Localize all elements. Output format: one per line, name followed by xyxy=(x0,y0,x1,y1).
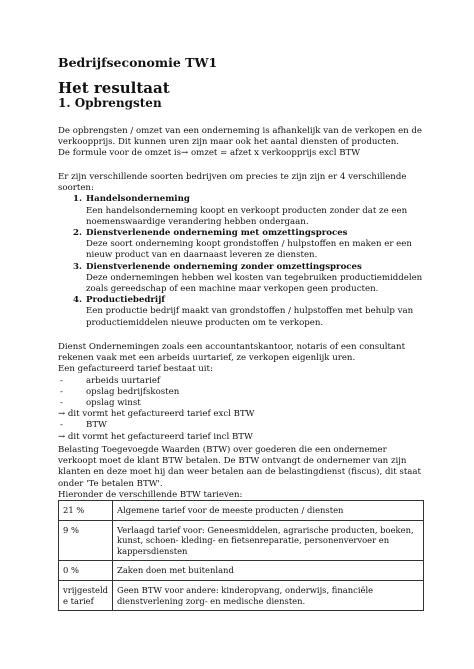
item-description: Deze soort onderneming koopt grondstoffen / hulpstoffen en maken er een nieuw product van en daarnaast leveren ze diensten. xyxy=(86,239,412,261)
list-item xyxy=(58,262,428,296)
description-cell: Algemene tarief voor de meeste producten / diensten xyxy=(113,501,424,521)
table-row xyxy=(59,561,424,581)
tarief-paragraph: Dienst Ondernemingen zoals een accountantskantoor, notaris of een consultant rekenen vaak met een arbeids uurtarief, ze verkopen eigenlijk uren. xyxy=(58,342,406,364)
table-row xyxy=(59,580,424,610)
item-number: 4. xyxy=(73,295,82,306)
item-number: 3. xyxy=(73,261,82,272)
description-cell: Zaken doen met buitenland xyxy=(113,561,424,581)
list-item: - opslag bedrijfskosten xyxy=(58,387,428,398)
company-types-list xyxy=(58,194,428,328)
rate-cell: vrijgesteld e tarief xyxy=(59,580,113,610)
document-title: Bedrijfseconomie TW1 xyxy=(58,55,218,70)
btw-list xyxy=(58,420,428,431)
btw-paragraph: Belasting Toegevoegde Waarden (BTW) over goederen die een ondernemer verkoopt moet de klant BTW betalen. De BTW ontvangt de ondernemer van zijn klanten en deze moet hij dan weer betalen aan de belastingdienst (fiscus), dit staat onder 'Te betalen BTW'. xyxy=(58,445,421,489)
table-row xyxy=(59,520,424,561)
item-title: Productiebedrijf xyxy=(86,295,165,306)
intro-section xyxy=(58,126,428,160)
rate-cell: 9 % xyxy=(59,520,113,561)
company-types-section xyxy=(58,172,428,329)
table-row xyxy=(59,501,424,521)
list-item: - BTW xyxy=(58,420,428,431)
tarief-list-intro: Een gefactureerd tarief bestaat uit: xyxy=(58,364,213,375)
list-item xyxy=(58,295,428,329)
types-intro: Er zijn verschillende soorten bedrijven om precies te zijn zijn er 4 verschillende soorten: xyxy=(58,172,407,194)
section-heading: Het resultaat xyxy=(58,79,170,97)
tarief-incl-btw-line: → dit vormt het gefactureerd tarief incl BTW xyxy=(58,431,253,442)
btw-section xyxy=(58,445,428,501)
list-item: - arbeids uurtarief xyxy=(58,376,428,387)
tarief-excl-btw-line: → dit vormt het gefactureerd tarief excl BTW xyxy=(58,409,255,420)
list-item: - opslag winst xyxy=(58,398,428,409)
item-description: Een handelsonderneming koopt en verkoopt producten zonder dat ze een noemenswaardige verandering hebben ondergaan. xyxy=(86,205,408,227)
btw-rates-table xyxy=(58,500,424,611)
item-title: Dienstverlenende onderneming met omzettingsproces xyxy=(86,228,348,239)
btw-table-intro: Hieronder de verschillende BTW tarieven: xyxy=(58,489,243,500)
description-cell: Geen BTW voor andere: kinderopvang, onderwijs, financiële dienstverlening zorg- en medische diensten. xyxy=(113,580,424,610)
item-title: Handelsonderneming xyxy=(86,194,190,205)
item-number: 1. xyxy=(73,194,82,205)
rate-cell: 0 % xyxy=(59,561,113,581)
description-cell: Verlaagd tarief voor: Geneesmiddelen, agrarische producten, boeken, kunst, schoen- kleding- en fietsenreparatie, personenvervoer en kappersdiensten xyxy=(113,520,424,561)
item-description: Een productie bedrijf maakt van grondstoffen / hulpstoffen met behulp van productiemiddelen nieuwe producten om te verkopen. xyxy=(86,306,414,328)
item-title: Dienstverlenende onderneming zonder omzettingsproces xyxy=(86,261,362,272)
list-item xyxy=(58,194,428,228)
item-number: 2. xyxy=(73,228,82,239)
list-item xyxy=(58,228,428,262)
tarief-section xyxy=(58,342,428,443)
formula-paragraph: De formule voor de omzet is→ omzet = afzet x verkoopprijs excl BTW xyxy=(58,148,361,159)
item-description: Deze ondernemingen hebben wel kosten van tegebruiken productiemiddelen zoals gereedschap of een machine maar verkopen geen producten. xyxy=(86,272,423,295)
tarief-components-list xyxy=(58,376,428,410)
intro-paragraph: De opbrengsten / omzet van een onderneming is afhankelijk van de verkopen en de verkoopprijs. Dit kunnen uren zijn maar ook het aantal diensten of producten. xyxy=(58,126,423,148)
rate-cell: 21 % xyxy=(59,501,113,521)
subsection-heading: 1. Opbrengsten xyxy=(58,96,162,110)
